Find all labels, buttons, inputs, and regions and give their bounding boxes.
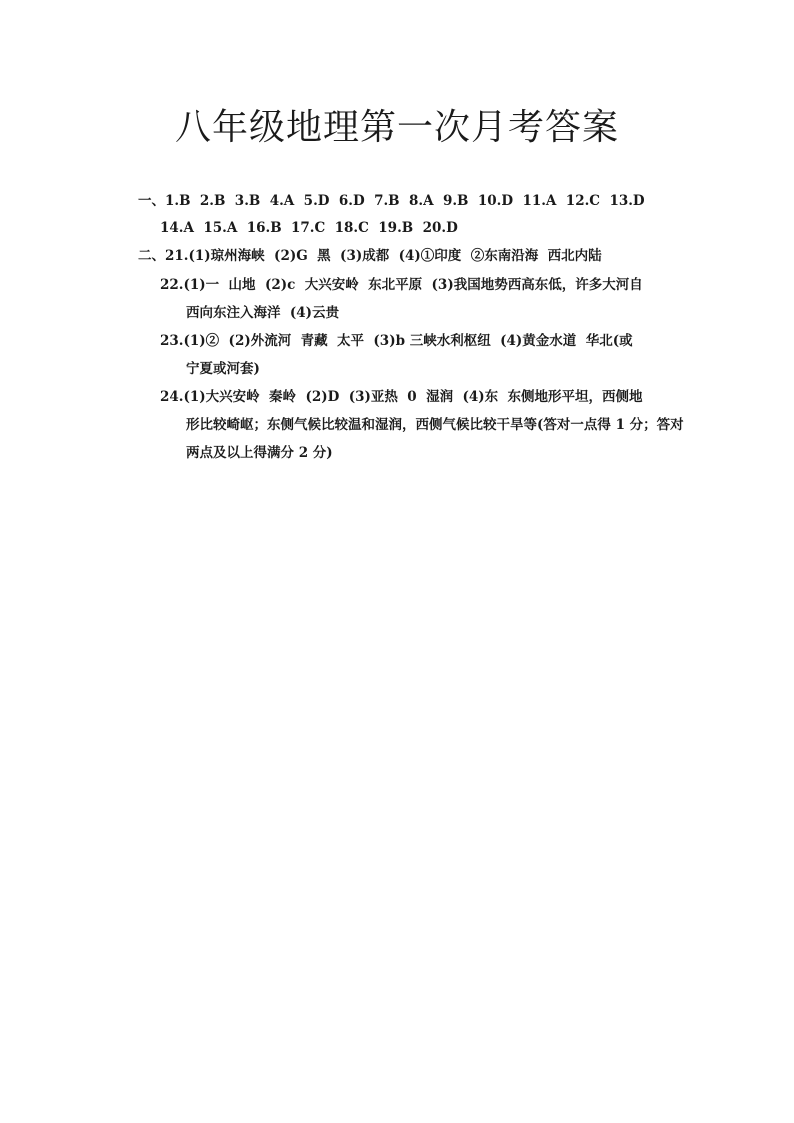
answer-q23-line-2: 宁夏或河套) [186,361,260,377]
answer-q24-line-1: 24.(1)大兴安岭 秦岭 (2)D (3)亚热 0 湿润 (4)东 东侧地形平坦，西侧地 [160,389,643,405]
choice-answers-line-2: 14.A 15.A 16.B 17.C 18.C 19.B 20.D [160,220,458,236]
answer-q22-line-1: 22.(1)一 山地 (2)c 大兴安岭 东北平原 (3)我国地势西高东低，许多大河自 [160,277,643,293]
answer-q23-line-1: 23.(1)② (2)外流河 青藏 太平 (3)b 三峡水利枢纽 (4)黄金水道 华北(或 [160,333,633,349]
page-title: 八年级地理第一次月考答案 [174,107,619,148]
answer-q22-line-2: 西向东注入海洋 (4)云贵 [186,305,340,321]
answer-q24-line-2: 形比较崎岖；东侧气候比较温和湿润，西侧气候比较干旱等(答对一点得 1 分；答对 [186,417,684,433]
answer-q21: 二、21.(1)琼州海峡 (2)G 黑 (3)成都 (4)①印度 ②东南沿海 西北内陆 [138,248,602,264]
choice-answers-line-1: 一、1.B 2.B 3.B 4.A 5.D 6.D 7.B 8.A 9.B 10.D 11.A 12.C 13.D [138,193,645,209]
answer-q24-line-3: 两点及以上得满分 2 分) [186,445,333,461]
